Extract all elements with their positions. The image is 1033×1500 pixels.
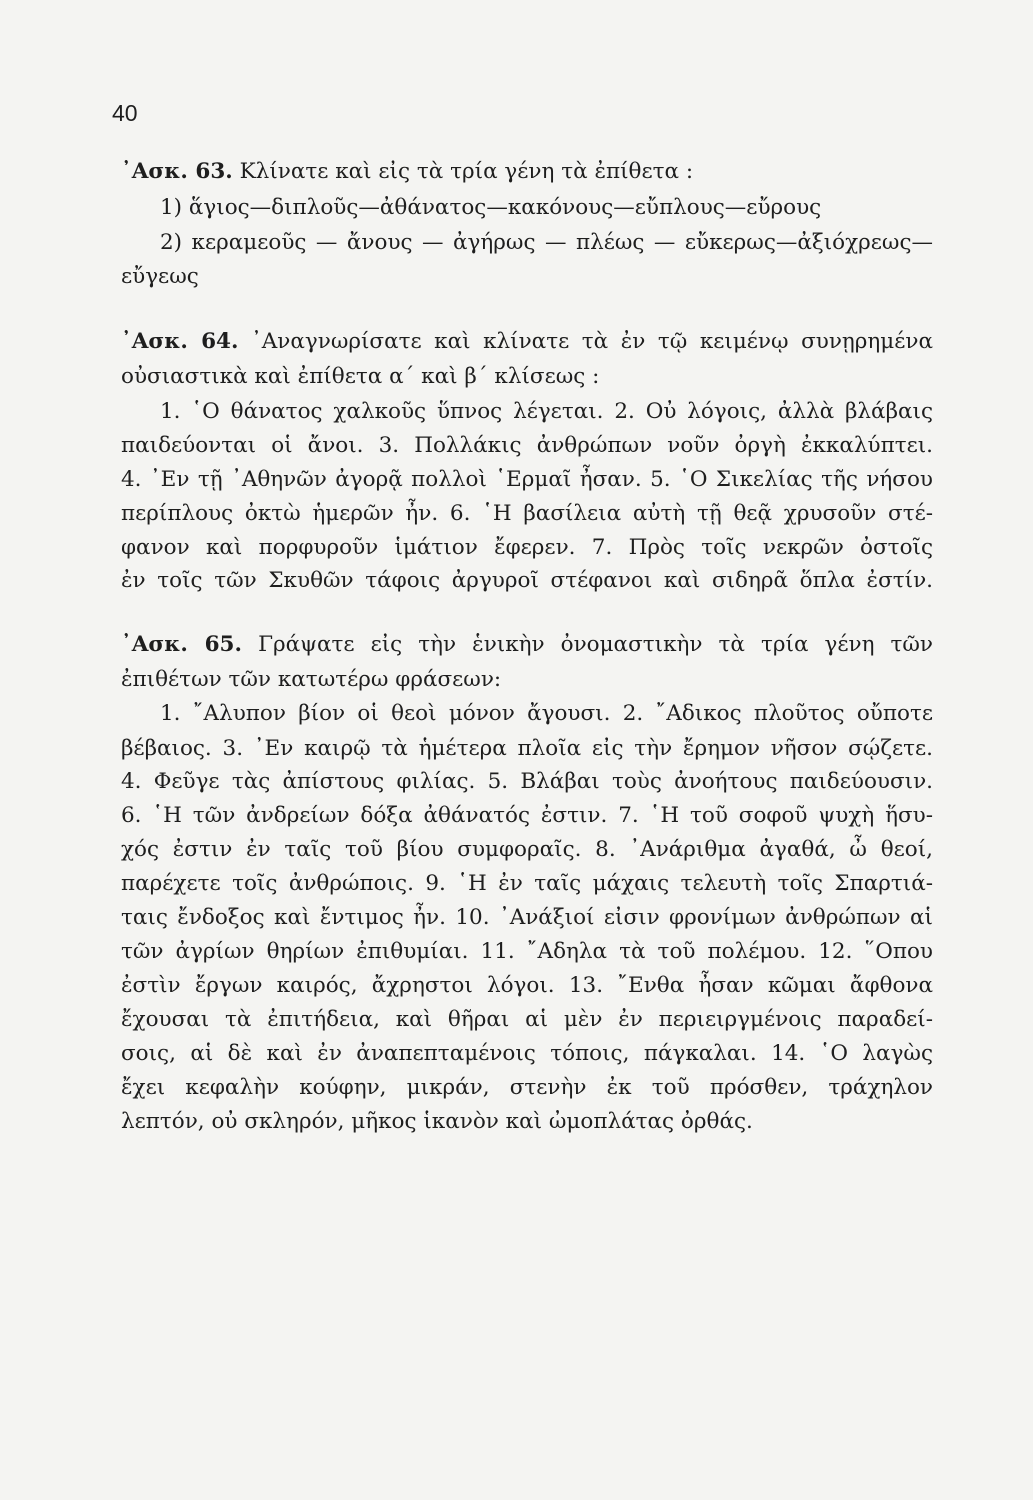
exercise-64-line-4: παιδεύονται οἱ ἄνοι. 3. Πολλάκις ἀνθρώπων νοῦν ὀργὴ ἐκκαλύπτει. — [121, 433, 933, 458]
exercise-63-line-2: 1) ἅγιος—διπλοῦς—ἀθάνατος—κακόνους—εὔπλους—εὔρους — [160, 195, 822, 220]
exercise-65-line-9: ταις ἔνδοξος καὶ ἔντιμος ἦν. 10. ᾿Ανάξιοί εἰσιν φρονίμων ἀνθρώπων αἱ — [121, 905, 933, 930]
exercise-64-line-1: ᾿Ασκ. 64. ᾿Αναγνωρίσατε καὶ κλίνατε τὰ ἐν τῷ κειμένῳ συνῃρημένα — [121, 329, 933, 354]
exercise-65-line-7: χός ἐστιν ἐν ταῖς τοῦ βίου συμφοραῖς. 8. ᾿Ανάριθμα ἀγαθά, ὦ θεοί, — [121, 837, 933, 862]
exercise-65-line-15: λεπτόν, οὐ σκληρόν, μῆκος ἱκανὸν καὶ ὠμοπλάτας ὀρθάς. — [121, 1109, 753, 1134]
exercise-63-line-4: εὔγεως — [121, 264, 199, 289]
exercise-65-line-3: 1. ῎Αλυπον βίον οἱ θεοὶ μόνον ἄγουσι. 2. ῎Αδικος πλοῦτος οὔποτε — [160, 701, 933, 726]
page-number: 40 — [112, 100, 138, 126]
exercise-63-line-3: 2) κεραμεοῦς — ἄνους — ἀγήρως — πλέως — εὔκερως—ἀξιόχρεως— — [160, 230, 933, 255]
exercise-64-line-3: 1. ῾Ο θάνατος χαλκοῦς ὕπνος λέγεται. 2. Οὐ λόγοις, ἀλλὰ βλάβαις — [160, 399, 933, 424]
exercise-65-line-12: ἔχουσαι τὰ ἐπιτήδεια, καὶ θῆραι αἱ μὲν ἐν περιειργμένοις παραδεί- — [121, 1007, 933, 1032]
exercise-63-label: ᾿Ασκ. 63. — [121, 159, 233, 184]
exercise-65-line-4: βέβαιος. 3. ᾿Εν καιρῷ τὰ ἡμέτερα πλοῖα εἰς τὴν ἔρημον νῆσον σῴζετε. — [121, 736, 933, 761]
exercise-64-line-2: οὐσιαστικὰ καὶ ἐπίθετα α΄ καὶ β΄ κλίσεως : — [121, 364, 600, 389]
exercise-65-line-2: ἐπιθέτων τῶν κατωτέρω φράσεων: — [121, 667, 502, 692]
exercise-65-line-13: σοις, αἱ δὲ καὶ ἐν ἀναπεπταμένοις τόποις, πάγκαλαι. 14. ῾Ο λαγὼς — [121, 1041, 933, 1066]
exercise-65-line-14: ἔχει κεφαλὴν κούφην, μικράν, στενὴν ἐκ τοῦ πρόσθεν, τράχηλον — [121, 1075, 933, 1100]
exercise-65-line-8: παρέχετε τοῖς ἀνθρώποις. 9. ῾Η ἐν ταῖς μάχαις τελευτὴ τοῖς Σπαρτιά- — [121, 871, 933, 896]
exercise-64-label: ᾿Ασκ. 64. — [121, 329, 239, 354]
exercise-65-line-10: τῶν ἀγρίων θηρίων ἐπιθυμίαι. 11. ῎Αδηλα τὰ τοῦ πολέμου. 12. ῞Οπου — [121, 939, 933, 964]
exercise-65-line-6: 6. ῾Η τῶν ἀνδρείων δόξα ἀθάνατός ἐστιν. 7. ῾Η τοῦ σοφοῦ ψυχὴ ἥσυ- — [121, 803, 933, 828]
exercise-64-line-6: περίπλους ὀκτὼ ἡμερῶν ἦν. 6. ῾Η βασίλεια αὐτὴ τῇ θεᾷ χρυσοῦν στέ- — [121, 501, 933, 526]
exercise-63-line-1: ᾿Ασκ. 63. Κλίνατε καὶ εἰς τὰ τρία γένη τὰ ἐπίθετα : — [121, 159, 694, 184]
exercise-65-line-11: ἐστὶν ἔργων καιρός, ἄχρηστοι λόγοι. 13. ῎Ενθα ἦσαν κῶμαι ἄφθονα — [121, 973, 933, 998]
exercise-65-label: ᾿Ασκ. 65. — [121, 632, 242, 657]
exercise-64-line-5: 4. ᾿Εν τῇ ᾿Αθηνῶν ἀγορᾷ πολλοὶ ῾Ερμαῖ ἦσαν. 5. ῾Ο Σικελίας τῆς νήσου — [121, 467, 933, 492]
exercise-65-line-5: 4. Φεῦγε τὰς ἀπίστους φιλίας. 5. Βλάβαι τοὺς ἀνοήτους παιδεύουσιν. — [121, 769, 933, 794]
exercise-64-line-7: φανον καὶ πορφυροῦν ἱμάτιον ἔφερεν. 7. Πρὸς τοῖς νεκρῶν ὀστοῖς — [121, 535, 933, 560]
exercise-65-line-1: ᾿Ασκ. 65. Γράψατε εἰς τὴν ἑνικὴν ὀνομαστικὴν τὰ τρία γένη τῶν — [121, 632, 934, 657]
exercise-64-line-8: ἐν τοῖς τῶν Σκυθῶν τάφοις ἀργυροῖ στέφανοι καὶ σιδηρᾶ ὅπλα ἐστίν. — [121, 568, 933, 593]
